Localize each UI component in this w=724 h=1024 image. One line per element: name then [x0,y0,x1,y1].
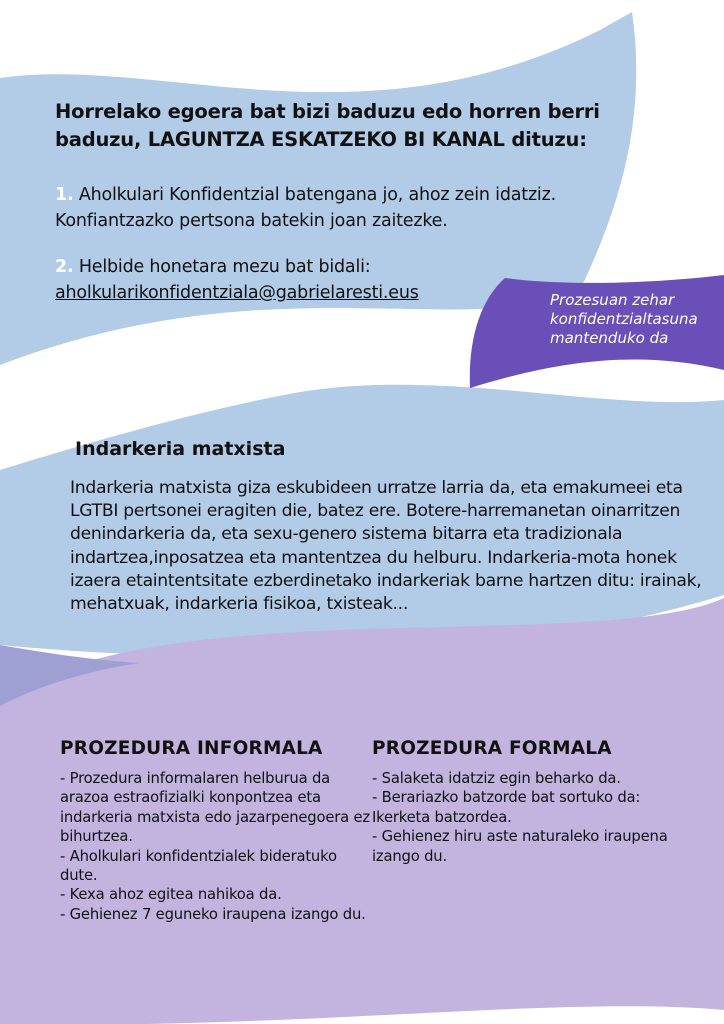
channel-number-2: 2. [55,257,74,277]
support-channels-section [55,98,635,306]
formal-procedure-list [372,769,682,866]
informal-procedure-section [60,737,370,924]
channel-item-2 [55,254,635,306]
violence-heading: Indarkeria matxista [75,438,286,460]
violence-section [70,437,703,616]
list-item: - Gehienez hiru aste naturaleko iraupena izango du. [372,828,668,865]
channel-number-1: 1. [55,185,74,205]
channel-text-2: Helbide honetara mezu bat bidali: [78,257,371,277]
channel-text-1: Aholkulari Konfidentzial batengana jo, ahoz zein idatziz. Konfiantzazko pertsona batekin joan zaitezke. [55,185,556,231]
formal-procedure-heading: PROZEDURA FORMALA [372,738,612,759]
informal-procedure-heading: PROZEDURA INFORMALA [60,738,323,759]
list-item: - Kexa ahoz egitea nahikoa da. [60,886,282,904]
list-item: - Aholkulari konfidentzialek bideratuko dute. [60,847,337,885]
channels-heading: Horrelako egoera bat bizi baduzu edo horren berri baduzu, LAGUNTZA ESKATZEKO BI KANAL dituzu: [55,100,600,151]
violence-body: Indarkeria matxista giza eskubideen urratze larria da, eta emakumeei eta LGTBI pertsonei eragiten die, batez ere. Botere-harremanetan oinarritzen denindarkeria da, eta sexu-genero sistema bitarra eta tradizionala indartzea,inposatzea eta mantentzea du helburu. Indarkeria-mota honek izaera etaintentsitate ezberdinetako indarkeriak barne hartzen ditu: irainak, mehatxuak, indarkeria fisikoa, txisteak... [70,478,702,615]
list-item: - Gehienez 7 eguneko iraupena izango du. [60,905,366,923]
informal-procedure-list [60,769,370,924]
channel-item-1 [55,182,635,234]
formal-procedure-section [372,737,682,866]
list-item: - Prozedura informalaren helburua da arazoa estraofizialki konpontzea eta indarkeria matxista edo jazarpenegoera ez bihurtzea. [60,770,370,846]
list-item: - Berariazko batzorde bat sortuko da: Ikerketa batzordea. [372,789,641,826]
confidentiality-note: Prozesuan zehar konfidentzialtasuna mantenduko da [550,291,698,347]
email-link[interactable]: aholkularikonfidentziala@gabrielaresti.eus [55,283,419,303]
list-item: - Salaketa idatziz egin beharko da. [372,770,621,787]
